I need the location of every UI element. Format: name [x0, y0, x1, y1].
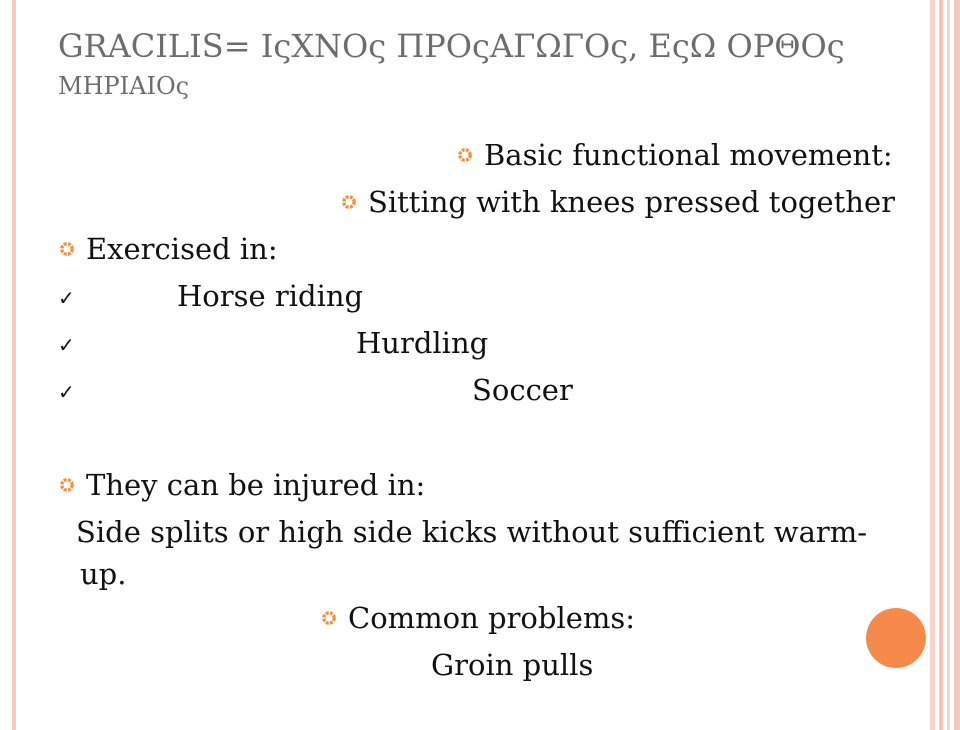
- flower-bullet-icon: [60, 478, 74, 492]
- bullet-injured-in: [60, 467, 425, 503]
- right-decorative-stripes: [930, 0, 960, 730]
- flower-bullet-icon: [322, 611, 336, 625]
- bullet-common-problems: [322, 600, 635, 636]
- checkmark-icon: ✓: [58, 333, 75, 357]
- bullet-text: Sitting with knees pressed together: [368, 185, 895, 219]
- bullet-basic-functional: [458, 137, 893, 173]
- left-decorative-border: [12, 0, 16, 730]
- check-item-soccer: Soccer: [472, 373, 573, 407]
- bullet-text: Common problems:: [348, 601, 636, 635]
- flower-bullet-icon: [342, 195, 356, 209]
- slide-title: [58, 24, 918, 108]
- injury-text-line-1: Side splits or high side kicks without sufficient warm-: [76, 515, 868, 549]
- title-line-1: GRACILIS= ΙςΧΝΟς ΠΡΟςΑΓΩΓΟς, ΕςΩ ΟΡΘΟς: [58, 27, 845, 65]
- flower-bullet-icon: [458, 148, 472, 162]
- bullet-text: Exercised in:: [86, 232, 278, 266]
- groin-pulls-text: Groin pulls: [431, 648, 594, 682]
- bullet-sitting: [342, 184, 895, 220]
- check-item-horse-riding: Horse riding: [177, 279, 364, 313]
- injury-text-line-2: up.: [80, 557, 127, 591]
- check-item-hurdling: Hurdling: [356, 326, 489, 360]
- bullet-text: Basic functional movement:: [484, 138, 893, 172]
- bullet-exercised-in: [60, 231, 278, 267]
- bullet-text: They can be injured in:: [86, 468, 426, 502]
- checkmark-icon: ✓: [58, 286, 75, 310]
- flower-bullet-icon: [60, 242, 74, 256]
- accent-circle: [866, 608, 926, 668]
- title-line-2: ΜΗΡΙΑΙΟς: [58, 72, 190, 100]
- checkmark-icon: ✓: [58, 380, 75, 404]
